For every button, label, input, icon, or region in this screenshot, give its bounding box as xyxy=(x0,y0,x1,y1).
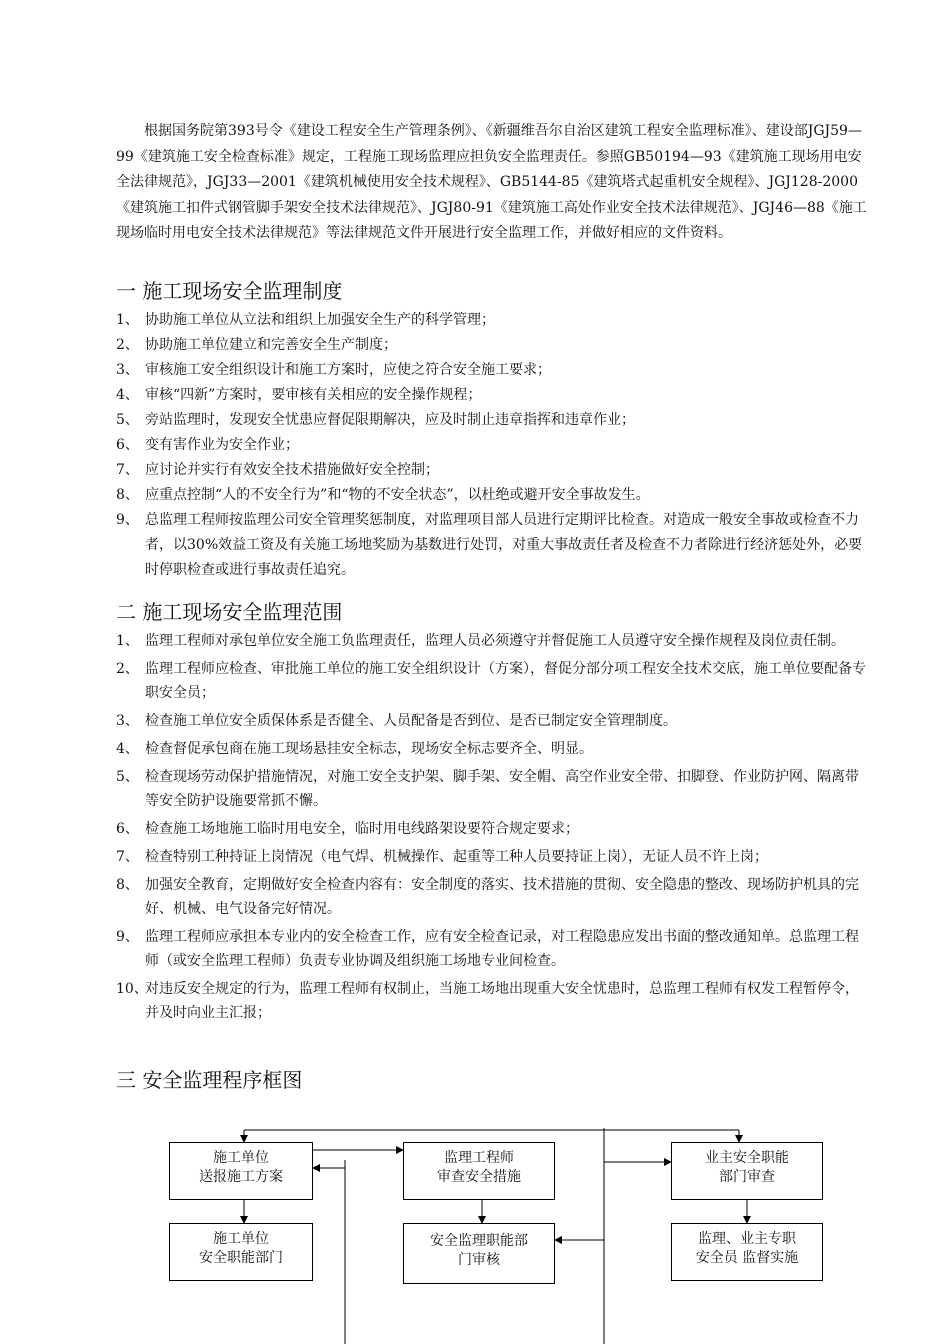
list-item-text: 应重点控制“人的不安全行为”和“物的不安全状态”，以杜绝或避开安全事故发生。 xyxy=(145,487,650,503)
list-item-text: 旁站监理时，发现安全忧患应督促限期解决，应及时制止违章指挥和违章作业； xyxy=(145,412,635,428)
flow-box-safety-officer-implement-line1: 监理、业主专职 xyxy=(698,1231,796,1247)
list-item xyxy=(116,925,870,973)
list-item-number: 9、 xyxy=(116,512,139,528)
flow-box-submit-plan-line1: 施工单位 xyxy=(213,1150,269,1166)
list-item-text: 检查施工单位安全质保体系是否健全、人员配备是否到位、是否已制定安全管理制度。 xyxy=(145,713,677,729)
list-item xyxy=(116,765,870,813)
list-item xyxy=(116,873,870,921)
list-item-number: 7、 xyxy=(116,462,139,478)
list-item xyxy=(116,977,870,1025)
list-item-number: 3、 xyxy=(116,713,139,729)
list-item-number: 2、 xyxy=(116,337,139,353)
flow-box-owner-review xyxy=(671,1142,823,1200)
section3-heading: 三 安全监理程序框图 xyxy=(116,1068,303,1092)
list-item-text: 协助施工单位从立法和组织上加强安全生产的科学管理； xyxy=(145,312,495,328)
list-item-text: 加强安全教育，定期做好安全检查内容有：安全制度的落实、技术措施的贯彻、安全隐患的整改、现场防护机具的完好、机械、电气设备完好情况。 xyxy=(145,877,859,917)
list-item xyxy=(116,358,870,383)
flow-box-contractor-safety-dept xyxy=(169,1223,313,1281)
list-item-number: 1、 xyxy=(116,633,139,649)
flow-box-supervision-dept-audit-line2: 门审核 xyxy=(458,1251,500,1268)
list-item xyxy=(116,483,870,508)
list-item-number: 4、 xyxy=(116,741,139,757)
flow-box-submit-plan-line2: 送报施工方案 xyxy=(199,1169,283,1185)
list-item xyxy=(116,709,870,733)
list-item-number: 10、 xyxy=(116,981,148,997)
list-item-text: 监理工程师应检查、审批施工单位的施工安全组织设计（方案），督促分部分项工程安全技术交底，施工单位要配备专职安全员； xyxy=(145,661,866,701)
flow-box-safety-officer-implement-line2: 安全员 监督实施 xyxy=(695,1250,799,1266)
list-item-number: 8、 xyxy=(116,487,139,503)
flow-box-engineer-review-line1: 监理工程师 xyxy=(444,1150,514,1166)
list-item-number: 5、 xyxy=(116,412,139,428)
list-item-text: 检查特别工种持证上岗情况（电气焊、机械操作、起重等工种人员要持证上岗），无证人员不许上岗； xyxy=(145,849,768,865)
flow-box-supervision-dept-audit xyxy=(403,1223,555,1284)
list-item xyxy=(116,737,870,761)
list-item xyxy=(116,333,870,358)
list-item xyxy=(116,408,870,433)
list-item-number: 8、 xyxy=(116,877,139,893)
flow-box-owner-review-line2: 部门审查 xyxy=(719,1169,775,1185)
flowchart xyxy=(0,1120,950,1344)
section2-list xyxy=(116,629,870,1029)
list-item xyxy=(116,433,870,458)
list-item-text: 变有害作业为安全作业； xyxy=(145,437,299,453)
flow-box-contractor-safety-dept-line1: 施工单位 xyxy=(213,1231,269,1247)
list-item-number: 6、 xyxy=(116,821,139,837)
list-item-number: 7、 xyxy=(116,849,139,865)
flow-box-engineer-review xyxy=(403,1142,555,1200)
list-item-text: 检查督促承包商在施工现场悬挂安全标志，现场安全标志要齐全、明显。 xyxy=(145,741,593,757)
list-item xyxy=(116,308,870,333)
section1-heading: 一 施工现场安全监理制度 xyxy=(116,279,343,303)
list-item-number: 9、 xyxy=(116,929,139,945)
list-item-text: 审核施工安全组织设计和施工方案时，应使之符合安全施工要求； xyxy=(145,362,551,378)
list-item xyxy=(116,657,870,705)
list-item-number: 1、 xyxy=(116,312,139,328)
list-item-text: 检查现场劳动保护措施情况，对施工安全支护架、脚手架、安全帽、高空作业安全带、扣脚登、作业防护网、隔离带等安全防护设施要常抓不懈。 xyxy=(145,769,859,809)
list-item-text: 对违反安全规定的行为，监理工程师有权制止，当施工场地出现重大安全忧患时，总监理工程师有权发工程暂停令，并及时向业主汇报； xyxy=(145,981,859,1021)
list-item xyxy=(116,383,870,408)
list-item-number: 5、 xyxy=(116,769,139,785)
list-item-number: 2、 xyxy=(116,661,139,677)
intro-paragraph: 根据国务院第393号令《建设工程安全生产管理条例》、《新疆维吾尔自治区建筑工程安全监理标准》、建设部JGJ59—99《建筑施工安全检查标准》规定，工程施工现场监理应担负安全监理责任。参照GB50194—93《建筑施工现场用电安全法律规范》，JGJ33—2001《建筑机械使用安全技术规程》、GB5144-85《建筑塔式起重机安全规程》、JGJ128-2000《建筑施工扣件式钢管脚手架安全技术法律规范》、JGJ80-91《建筑施工高处作业安全技术法律规范》、JGJ46—88《施工现场临时用电安全技术法律规范》等法律规范文件开展进行安全监理工作，并做好相应的文件资料。 xyxy=(116,123,867,241)
list-item xyxy=(116,629,870,653)
list-item-text: 检查施工场地施工临时用电安全，临时用电线路架设要符合规定要求； xyxy=(145,821,579,837)
section1-list xyxy=(116,308,870,583)
list-item-text: 审核“四新”方案时，要审核有关相应的安全操作规程； xyxy=(145,387,482,403)
flow-box-contractor-safety-dept-line2: 安全职能部门 xyxy=(199,1250,283,1266)
list-item-number: 3、 xyxy=(116,362,139,378)
list-item-number: 6、 xyxy=(116,437,139,453)
flow-box-safety-officer-implement xyxy=(671,1223,823,1281)
list-item-text: 监理工程师应承担本专业内的安全检查工作，应有安全检查记录，对工程隐患应发出书面的整改通知单。总监理工程师（或安全监理工程师）负责专业协调及组织施工场地专业间检查。 xyxy=(145,929,859,969)
list-item xyxy=(116,817,870,841)
flow-box-owner-review-line1: 业主安全职能 xyxy=(705,1150,789,1166)
list-item xyxy=(116,845,870,869)
section2-heading: 二 施工现场安全监理范围 xyxy=(116,600,343,624)
list-item-text: 总监理工程师按监理公司安全管理奖惩制度，对监理项目部人员进行定期评比检查。对造成一般安全事故或检查不力者，以30%效益工资及有关施工场地奖励为基数进行处罚，对重大事故责任者及检查不力者除进行经济惩处外，必要时停职检查或进行事故责任追究。 xyxy=(145,512,863,578)
list-item-text: 应讨论并实行有效安全技术措施做好安全控制； xyxy=(145,462,439,478)
flow-box-supervision-dept-audit-line1: 安全监理职能部 xyxy=(430,1232,528,1249)
list-item-text: 监理工程师对承包单位安全施工负监理责任，监理人员必须遵守并督促施工人员遵守安全操作规程及岗位责任制。 xyxy=(145,633,845,649)
list-item-number: 4、 xyxy=(116,387,139,403)
list-item xyxy=(116,508,870,583)
list-item-text: 协助施工单位建立和完善安全生产制度； xyxy=(145,337,397,353)
flow-box-engineer-review-line2: 审查安全措施 xyxy=(437,1169,521,1185)
flow-box-submit-plan xyxy=(169,1142,313,1200)
list-item xyxy=(116,458,870,483)
